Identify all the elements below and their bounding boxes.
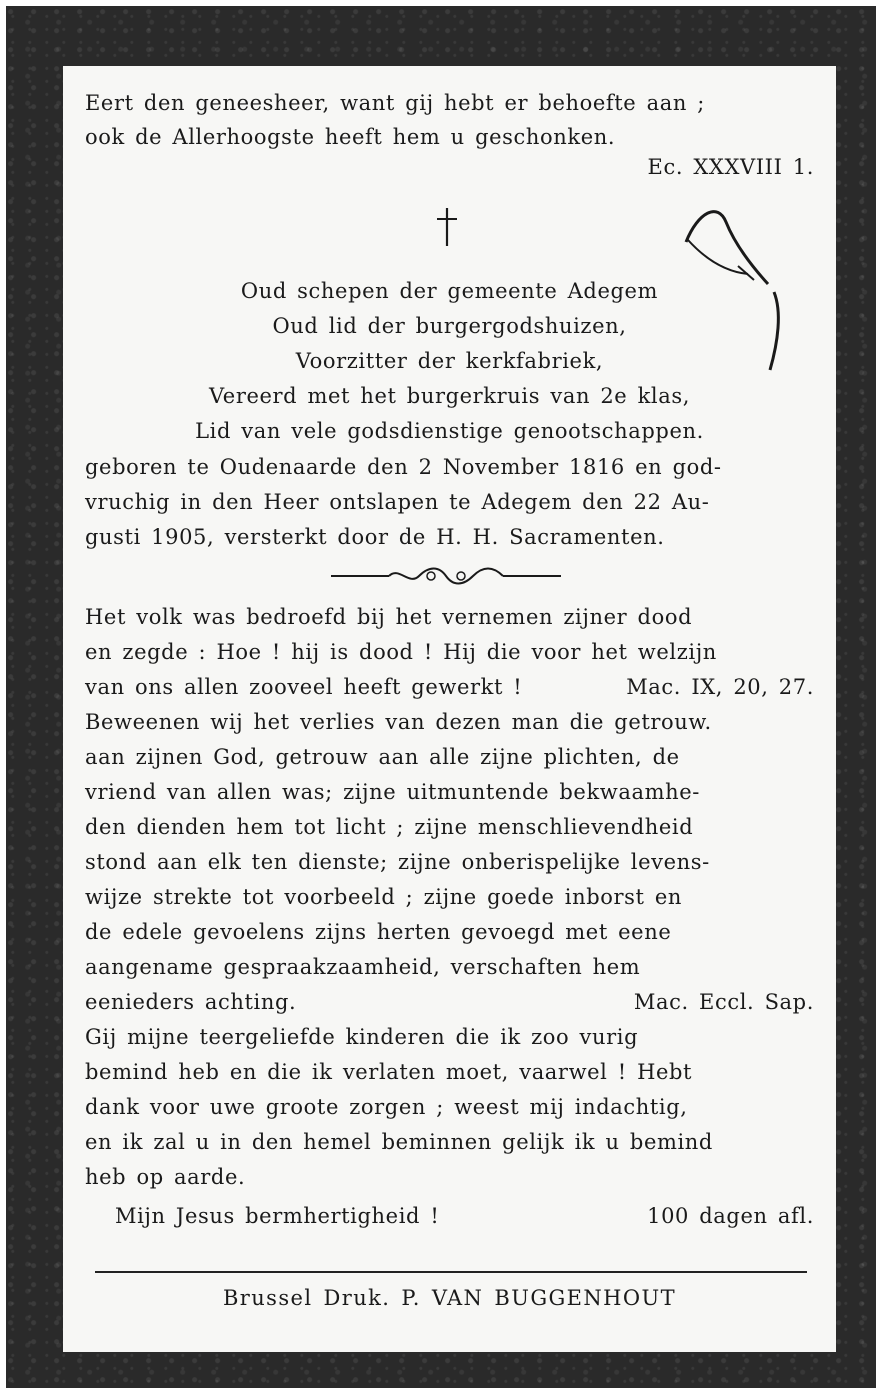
closing-prayer: Mijn Jesus bermhertigheid !	[115, 1204, 440, 1228]
biography-line-1: geboren te Oudenaarde den 2 November 1816 en god-	[85, 455, 722, 479]
closing-line	[85, 1203, 814, 1229]
memorial-card	[63, 66, 836, 1352]
paragraph2-line-4: den dienden hem tot licht ; zijne menschlievendheid	[85, 815, 694, 839]
ornament-divider	[331, 564, 561, 588]
epigraph-reference: Ec. XXXVIII 1.	[647, 155, 814, 179]
paragraph3-line-4: en ik zal u in den hemel beminnen gelijk ik u bemind	[85, 1130, 713, 1154]
paragraph2-line-9-text: eenieders achting.	[85, 990, 297, 1014]
title-line-2: Oud lid der burgergodshuizen,	[272, 314, 627, 338]
paragraph1-line-1: Het volk was bedroefd bij het vernemen zijner dood	[85, 605, 693, 629]
paragraph2-line-5: stond aan elk ten dienste; zijne onberispelijke levens-	[85, 850, 710, 874]
black-border-frame	[6, 6, 876, 1388]
footer-divider	[95, 1271, 807, 1273]
paragraph3-line-2: bemind heb en die ik verlaten moet, vaarwel ! Hebt	[85, 1060, 693, 1084]
paragraph1-line-3	[85, 674, 814, 700]
title-line-4: Vereerd met het burgerkruis van 2e klas,	[208, 384, 691, 408]
paragraph2-reference: Mac. Eccl. Sap.	[633, 990, 814, 1014]
paragraph1-line-3-text: van ons allen zooveel heeft gewerkt !	[85, 675, 523, 699]
title-line-1: Oud schepen der gemeente Adegem	[240, 279, 659, 303]
paragraph1-line-2: en zegde : Hoe ! hij is dood ! Hij die voor het welzijn	[85, 640, 717, 664]
paragraph2-line-6: wijze strekte tot voorbeeld ; zijne goede inborst en	[85, 885, 682, 909]
title-line-5: Lid van vele godsdienstige genootschappen.	[195, 419, 704, 443]
epigraph-line-1: Eert den geneesheer, want gij hebt er behoefte aan ;	[85, 91, 705, 115]
paragraph3-line-3: dank voor uwe groote zorgen ; weest mij indachtig,	[85, 1095, 688, 1119]
epigraph-line-2: ook de Allerhoogste heeft hem u geschonken.	[85, 125, 616, 149]
biography-line-3: gusti 1905, versterkt door de H. H. Sacramenten.	[85, 525, 665, 549]
paragraph3-line-1: Gij mijne teergeliefde kinderen die ik zoo vurig	[85, 1025, 639, 1049]
paragraph2-line-8: aangename gespraakzaamheid, verschaften hem	[85, 955, 641, 979]
paragraph2-line-1: Beweenen wij het verlies van dezen man die getrouw.	[85, 710, 712, 734]
biography-line-2: vruchig in den Heer ontslapen te Adegem den 22 Au-	[85, 490, 710, 514]
printer-line: Brussel Druk. P. VAN BUGGENHOUT	[222, 1286, 677, 1310]
paragraph3-line-5: heb op aarde.	[85, 1165, 246, 1189]
title-line-3: Voorzitter der kerkfabriek,	[295, 349, 604, 373]
paragraph1-reference: Mac. IX, 20, 27.	[626, 675, 814, 699]
paragraph2-line-7: de edele gevoelens zijns herten gevoegd met eene	[85, 920, 672, 944]
paragraph2-line-3: vriend van allen was; zijne uitmuntende bekwaamhe-	[85, 780, 700, 804]
paragraph2-line-2: aan zijnen God, getrouw aan alle zijne plichten, de	[85, 745, 680, 769]
paragraph2-line-9	[85, 989, 814, 1015]
indulgence-note: 100 dagen afl.	[647, 1204, 814, 1228]
cross-icon	[434, 206, 460, 248]
